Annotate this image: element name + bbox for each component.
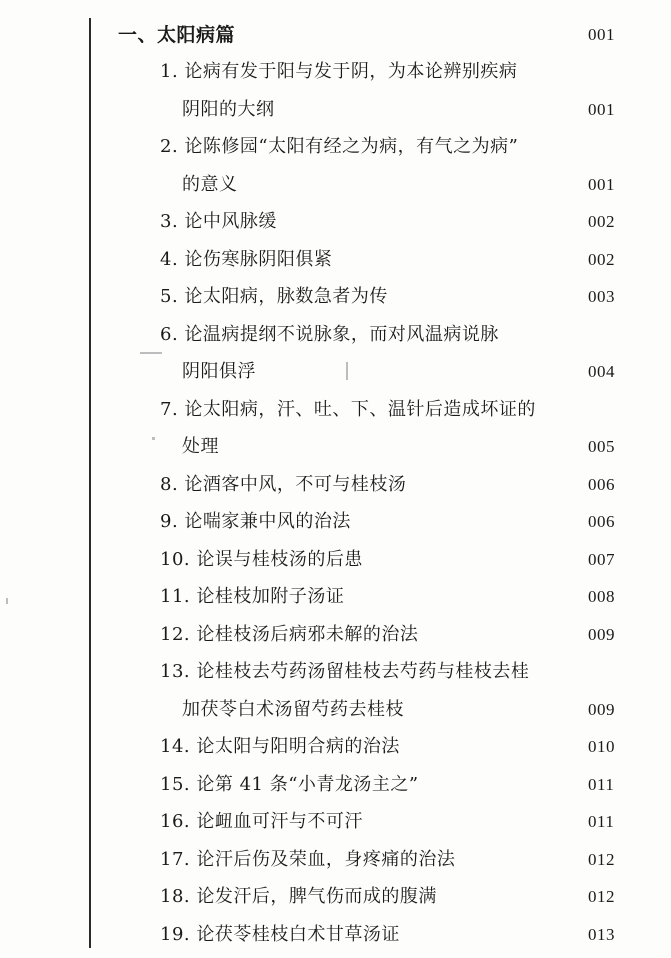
toc-entry-title: 13. 论桂枝去芍药汤留桂枝去芍药与桂枝去桂 [160, 661, 530, 682]
toc-entry-page-number: 012 [588, 887, 615, 906]
toc-entry-page-number: 009 [588, 700, 615, 719]
toc-entry-page-number: 005 [588, 437, 615, 456]
toc-entry-page-number: 004 [588, 362, 615, 381]
toc-entry-page-number: 011 [588, 812, 615, 831]
toc-entry-page-number: 011 [588, 775, 615, 794]
toc-entry-page-number: 006 [588, 512, 615, 531]
toc-entry-page-number: 006 [588, 475, 615, 494]
toc-entry-page-number: 002 [588, 212, 615, 231]
toc-entry-page-number: 007 [588, 550, 615, 569]
toc-entry-title-continued: 的意义 [182, 174, 238, 195]
toc-entry-title: 19. 论茯苓桂枝白术甘草汤证 [160, 924, 400, 945]
toc-entry-page-number: 013 [588, 925, 615, 944]
toc-entry-title: 14. 论太阳与阳明合病的治法 [160, 736, 400, 757]
toc-entry-title: 5. 论太阳病，脉数急者为传 [160, 286, 388, 307]
section-title: 一、太阳病篇 [118, 24, 236, 46]
toc-entry-title: 2. 论陈修园“太阳有经之为病，有气之为病” [160, 136, 519, 157]
toc-entry-title: 15. 论第 41 条“小青龙汤主之” [160, 774, 419, 795]
toc-entry-page-number: 003 [588, 287, 615, 306]
toc-entry-page-number: 002 [588, 250, 615, 269]
toc-entry-title-continued: 加茯苓白术汤留芍药去桂枝 [182, 699, 404, 720]
toc-entry-title: 9. 论喘家兼中风的治法 [160, 511, 351, 532]
toc-entry-title-continued: 阴阳的大纲 [182, 99, 275, 120]
section-page-number: 001 [588, 25, 615, 44]
toc-entry-title-continued: 阴阳俱浮 [182, 361, 256, 382]
toc-entry-title: 11. 论桂枝加附子汤证 [160, 586, 345, 607]
toc-entry-title: 3. 论中风脉缓 [160, 211, 277, 232]
toc-entry-title: 4. 论伤寒脉阴阳俱紧 [160, 249, 333, 270]
toc-entry-title: 17. 论汗后伤及荣血，身疼痛的治法 [160, 849, 456, 870]
toc-entry-title: 1. 论病有发于阳与发于阴，为本论辨别疾病 [160, 61, 518, 82]
toc-entry-title: 6. 论温病提纲不说脉象，而对风温病说脉 [160, 324, 499, 345]
toc-entry-page-number: 001 [588, 100, 615, 119]
toc-entry-title: 12. 论桂枝汤后病邪未解的治法 [160, 624, 419, 645]
toc-entry-title: 18. 论发汗后，脾气伤而成的腹满 [160, 886, 437, 907]
toc-entry-title: 7. 论太阳病，汗、吐、下、温针后造成坏证的 [160, 399, 536, 420]
toc-entry-page-number: 010 [588, 737, 615, 756]
toc-entry-page-number: 001 [588, 175, 615, 194]
toc-entry-title: 16. 论衄血可汗与不可汗 [160, 811, 363, 832]
toc-entry-title: 8. 论酒客中风，不可与桂枝汤 [160, 474, 407, 495]
toc-entry-title: 10. 论误与桂枝汤的后患 [160, 549, 363, 570]
toc-entry-page-number: 009 [588, 625, 615, 644]
toc-entry-page-number: 012 [588, 850, 615, 869]
toc-entry-title-continued: 处理 [182, 436, 219, 457]
toc-entry-page-number: 008 [588, 587, 615, 606]
